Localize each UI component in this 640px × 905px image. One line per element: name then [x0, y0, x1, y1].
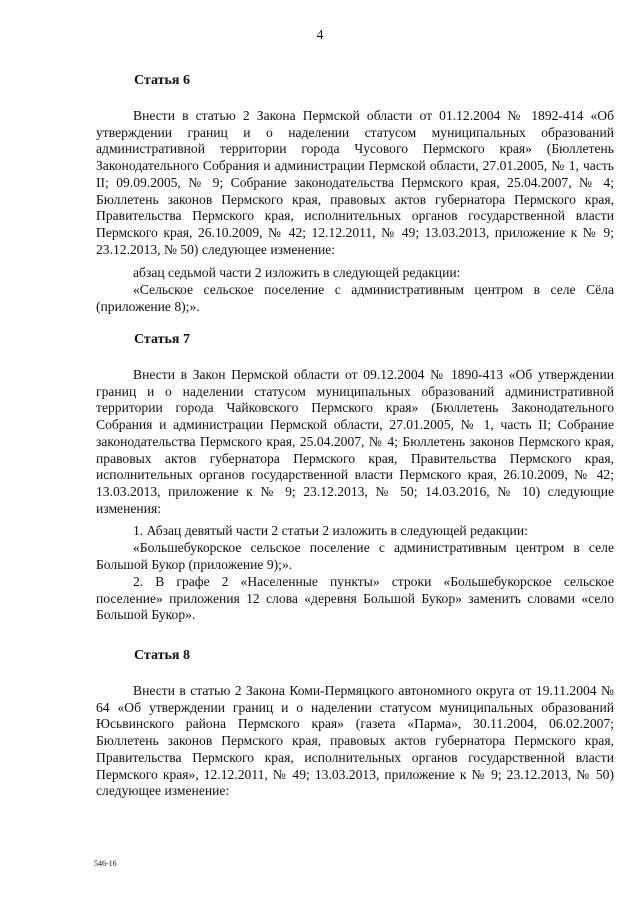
article-8-heading: Статья 8 [134, 648, 190, 663]
document-code: 546-16 [94, 859, 117, 868]
page-number: 4 [316, 28, 324, 43]
article-8-intro: Внести в статью 2 Закона Коми-Пермяцкого автономного округа от 19.11.2004 № 64 «Об утверждении границ и о наделении статусом муниципальных образований Юсьвинского района Пермского края» (газета «Парма», 30.11.2004, 06.02.2007; Бюллетень законов Пермского края, правовых актов губернатора Пермского края, Правительства Пермского края, исполнительных органов государственной власти Пермского края», 12.12.2011, № 49; 13.03.2013, приложение к № 9; 23.12.2013, № 50) следующее изменение: [96, 683, 614, 799]
article-6-quote: «Сельское сельское поселение с административным центром в селе Сёла (приложение 8);». [96, 282, 614, 314]
article-6-heading: Статья 6 [134, 73, 190, 88]
article-7-item-2: 2. В графе 2 «Населенные пункты» строки «Большебукорское сельское поселение» приложения 12 слова «деревня Большой Букор» заменить словами «село Большой Букор». [96, 574, 614, 623]
article-7-item-1: 1. Абзац девятый части 2 статьи 2 изложить в следующей редакции: [133, 523, 528, 538]
article-7-quote: «Большебукорское сельское поселение с административным центром в селе Большой Букор (приложение 9);». [96, 540, 614, 572]
article-6-item-1: абзац седьмой части 2 изложить в следующей редакции: [133, 265, 461, 280]
article-7-intro: Внести в Закон Пермской области от 09.12.2004 № 1890-413 «Об утверждении границ и о наделении статусом муниципальных образований административной территории города Чайковского Пермского края» (Бюллетень Законодательного Собрания и администрации Пермской области, 27.01.2005, № 1, часть II; Собрание законодательства Пермского края, 25.04.2007, № 4; Бюллетень законов Пермского края, правовых актов губернатора Пермского края, Правительства Пермского края, исполнительных органов государственной власти Пермского края, 26.10.2009, № 42; 13.03.2013, приложение к № 9; 23.12.2013, № 50; 14.03.2016, № 10) следующие изменения: [96, 367, 614, 516]
article-7-heading: Статья 7 [134, 332, 190, 347]
article-6-intro: Внести в статью 2 Закона Пермской области от 01.12.2004 № 1892-414 «Об утверждении границ и о наделении статусом муниципальных образований административной территории города Чусового Пермского края» (Бюллетень Законодательного Собрания и администрации Пермской области, 27.01.2005, № 1, часть II; 09.09.2005, № 9; Собрание законодательства Пермского края, 25.04.2007, № 4; Бюллетень законов Пермского края, правовых актов губернатора Пермского края, Правительства Пермского края, исполнительных органов государственной власти Пермского края, 26.10.2009, № 42; 12.12.2011, № 49; 13.03.2013, приложение к № 9; 23.12.2013, № 50) следующее изменение: [96, 108, 614, 257]
